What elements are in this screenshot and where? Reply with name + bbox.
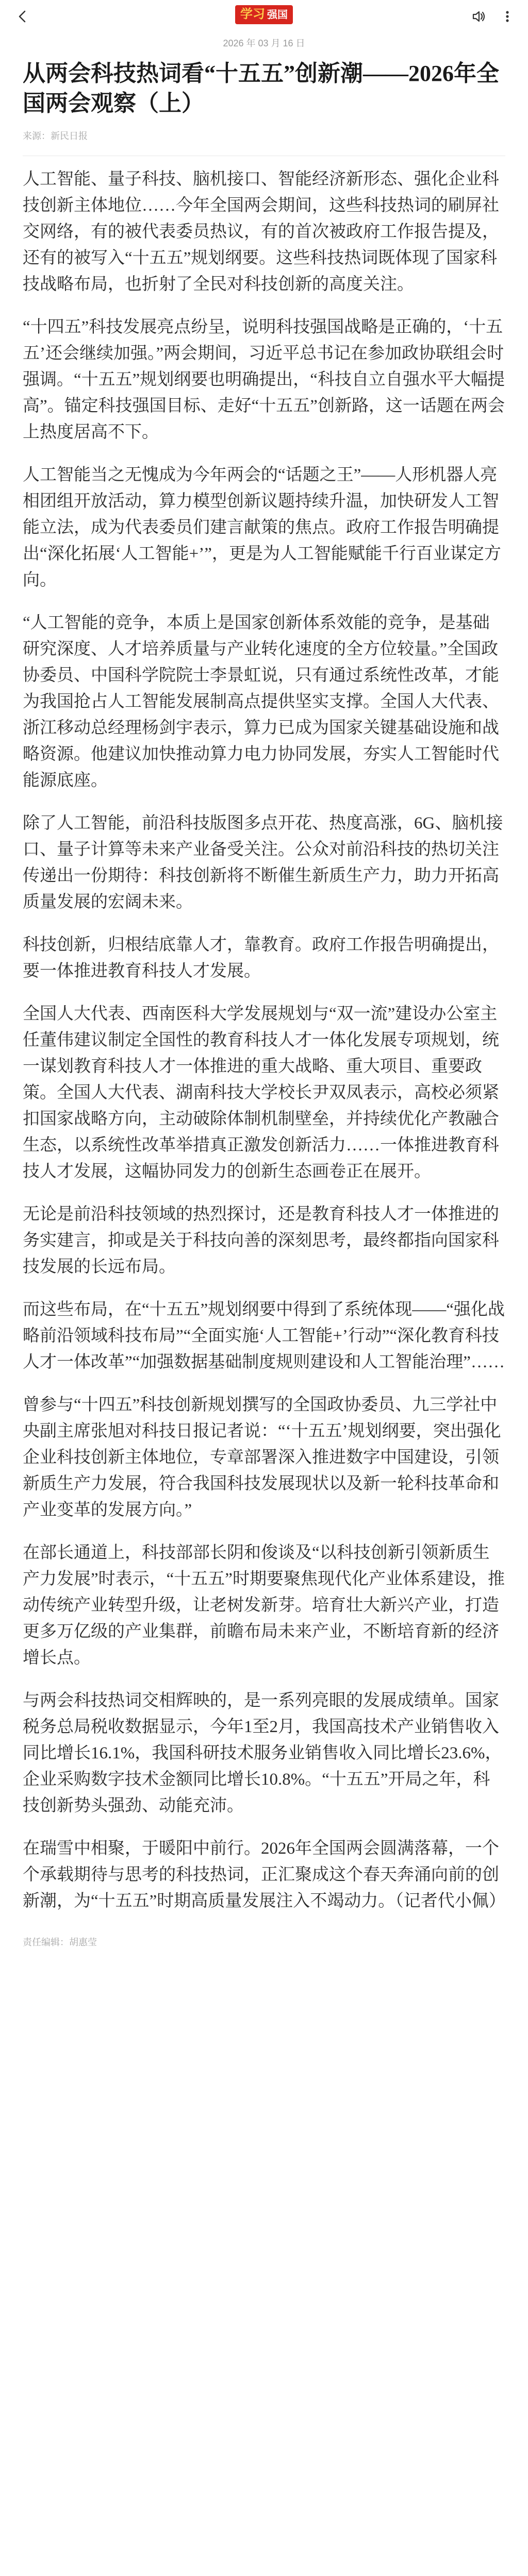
- back-button[interactable]: [12, 6, 33, 27]
- paragraph: 而这些布局，在“十五五”规划纲要中得到了系统体现——“强化战略前沿领域科技布局”“全面实施‘人工智能+’行动”“深化教育科技人才一体改革”“加强数据基础制度规则建设和人工智能治理”……: [23, 1300, 505, 1371]
- paragraph: 在部长通道上，科技部部长阴和俊谈及“以科技创新引领新质生产力发展”时表示，“十五五”时期要聚焦现代化产业体系建设，推动传统产业转型升级，让老树发新芽。培育壮大新兴产业，打造更多万亿级的产业集群，前瞻布局未来产业，不断培育新的经济增长点。: [23, 1544, 505, 1667]
- speaker-icon: [471, 9, 486, 24]
- paragraph: 在瑞雪中相聚，于暖阳中前行。2026年全国两会圆满落幕，一个个承载期待与思考的科技热词，正汇聚成这个春天奔涌向前的创新潮，为“十五五”时期高质量发展注入不竭动力。（记者代小佩）: [23, 1839, 506, 1910]
- brand-logo: [235, 5, 293, 24]
- paragraph: 人工智能当之无愧成为今年两会的“话题之王”——人形机器人亮相团组开放活动，算力模型创新议题持续升温，加快研发人工智能立法，成为代表委员们建言献策的焦点。政府工作报告明确提出“深化拓展‘人工智能+’”，更是为人工智能赋能千行百业谋定方向。: [23, 466, 501, 589]
- paragraph: 科技创新，归根结底靠人才，靠教育。政府工作报告明确提出，要一体推进教育科技人才发展。: [23, 936, 499, 980]
- paragraph: “十四五”科技发展亮点纷呈，说明科技强国战略是正确的，‘十五五’还会继续加强。”两会期间，习近平总书记在参加政协联组会时强调。“十五五”规划纲要也明确提出，“科技自立自强水平大幅提高”。锚定科技强国目标、走好“十五五”创新路，这一话题在两会上热度居高不下。: [23, 318, 505, 442]
- chevron-left-icon: [16, 10, 29, 23]
- article: [0, 59, 528, 1948]
- speaker-button[interactable]: [468, 6, 489, 27]
- paragraph: 人工智能、量子科技、脑机接口、智能经济新形态、强化企业科技创新主体地位……今年全国两会期间，这些科技热词的刷屏社交网络，有的被代表委员热议，有的首次被政府工作报告提及，还有的被写入“十五五”规划纲要。这些科技热词既体现了国家科技战略布局，也折射了全民对科技创新的高度关注。: [23, 170, 499, 294]
- more-button[interactable]: [497, 6, 518, 27]
- brand-accent: 学习: [240, 7, 265, 21]
- brand-tail: 强国: [267, 9, 288, 21]
- editor-credit: 责任编辑：胡惠莹: [23, 1937, 97, 1947]
- article-source: 来源：新民日报: [23, 131, 88, 141]
- top-bar: [0, 0, 528, 33]
- more-icon: [500, 9, 515, 24]
- paragraph: 全国人大代表、西南医科大学发展规划与“双一流”建设办公室主任董伟建议制定全国性的教育科技人才一体化发展专项规划，统一谋划教育科技人才一体推进的重大战略、重大项目、重要政策。全国人大代表、湖南科技大学校长尹双凤表示，高校必须紧扣国家战略方向，主动破除体制机制壁垒，并持续优化产教融合生态，以系统性改革举措真正激发创新活力……一体推进教育科技人才发展，这幅协同发力的创新生态画卷正在展开。: [23, 1005, 499, 1181]
- paragraph: “人工智能的竞争，本质上是国家创新体系效能的竞争，是基础研究深度、人才培养质量与产业转化速度的全方位较量。”全国政协委员、中国科学院院士李景虹说，只有通过系统性改革，才能为我国抢占人工智能发展制高点提供坚实支撑。全国人大代表、浙江移动总经理杨剑宇表示，算力已成为国家关键基础设施和战略资源。他建议加快推动算力电力协同发展，夯实人工智能时代能源底座。: [23, 614, 499, 790]
- paragraph: 除了人工智能，前沿科技版图多点开花、热度高涨，6G、脑机接口、量子计算等未来产业备受关注。公众对前沿科技的热切关注传递出一份期待：科技创新将不断催生新质生产力，助力开拓高质量发展的宏阔未来。: [23, 814, 503, 911]
- paragraph: 无论是前沿科技领域的热烈探讨，还是教育科技人才一体推进的务实建言，抑或是关于科技向善的深刻思考，最终都指向国家科技发展的长远布局。: [23, 1205, 499, 1276]
- paragraph: 与两会科技热词交相辉映的，是一系列亮眼的发展成绩单。国家税务总局税收数据显示，今年1至2月，我国高技术产业销售收入同比增长16.1%，我国科研技术服务业销售收入同比增长23.6%，企业采购数字技术金额同比增长10.8%。“十五五”开局之年，科技创新势头强劲、动能充沛。: [23, 1691, 502, 1815]
- paragraph: 曾参与“十四五”科技创新规划撰写的全国政协委员、九三学社中央副主席张旭对科技日报记者说：“‘十五五’规划纲要，突出强化企业科技创新主体地位，专章部署深入推进数字中国建设，引领新质生产力发展，符合我国科技发展现状以及新一轮科技革命和产业变革的发展方向。”: [23, 1396, 501, 1519]
- brand-badge: [235, 5, 293, 24]
- publish-date: 2026 年 03 月 16 日: [223, 38, 305, 48]
- article-title: 从两会科技热词看“十五五”创新潮——2026年全国两会观察（上）: [23, 61, 499, 116]
